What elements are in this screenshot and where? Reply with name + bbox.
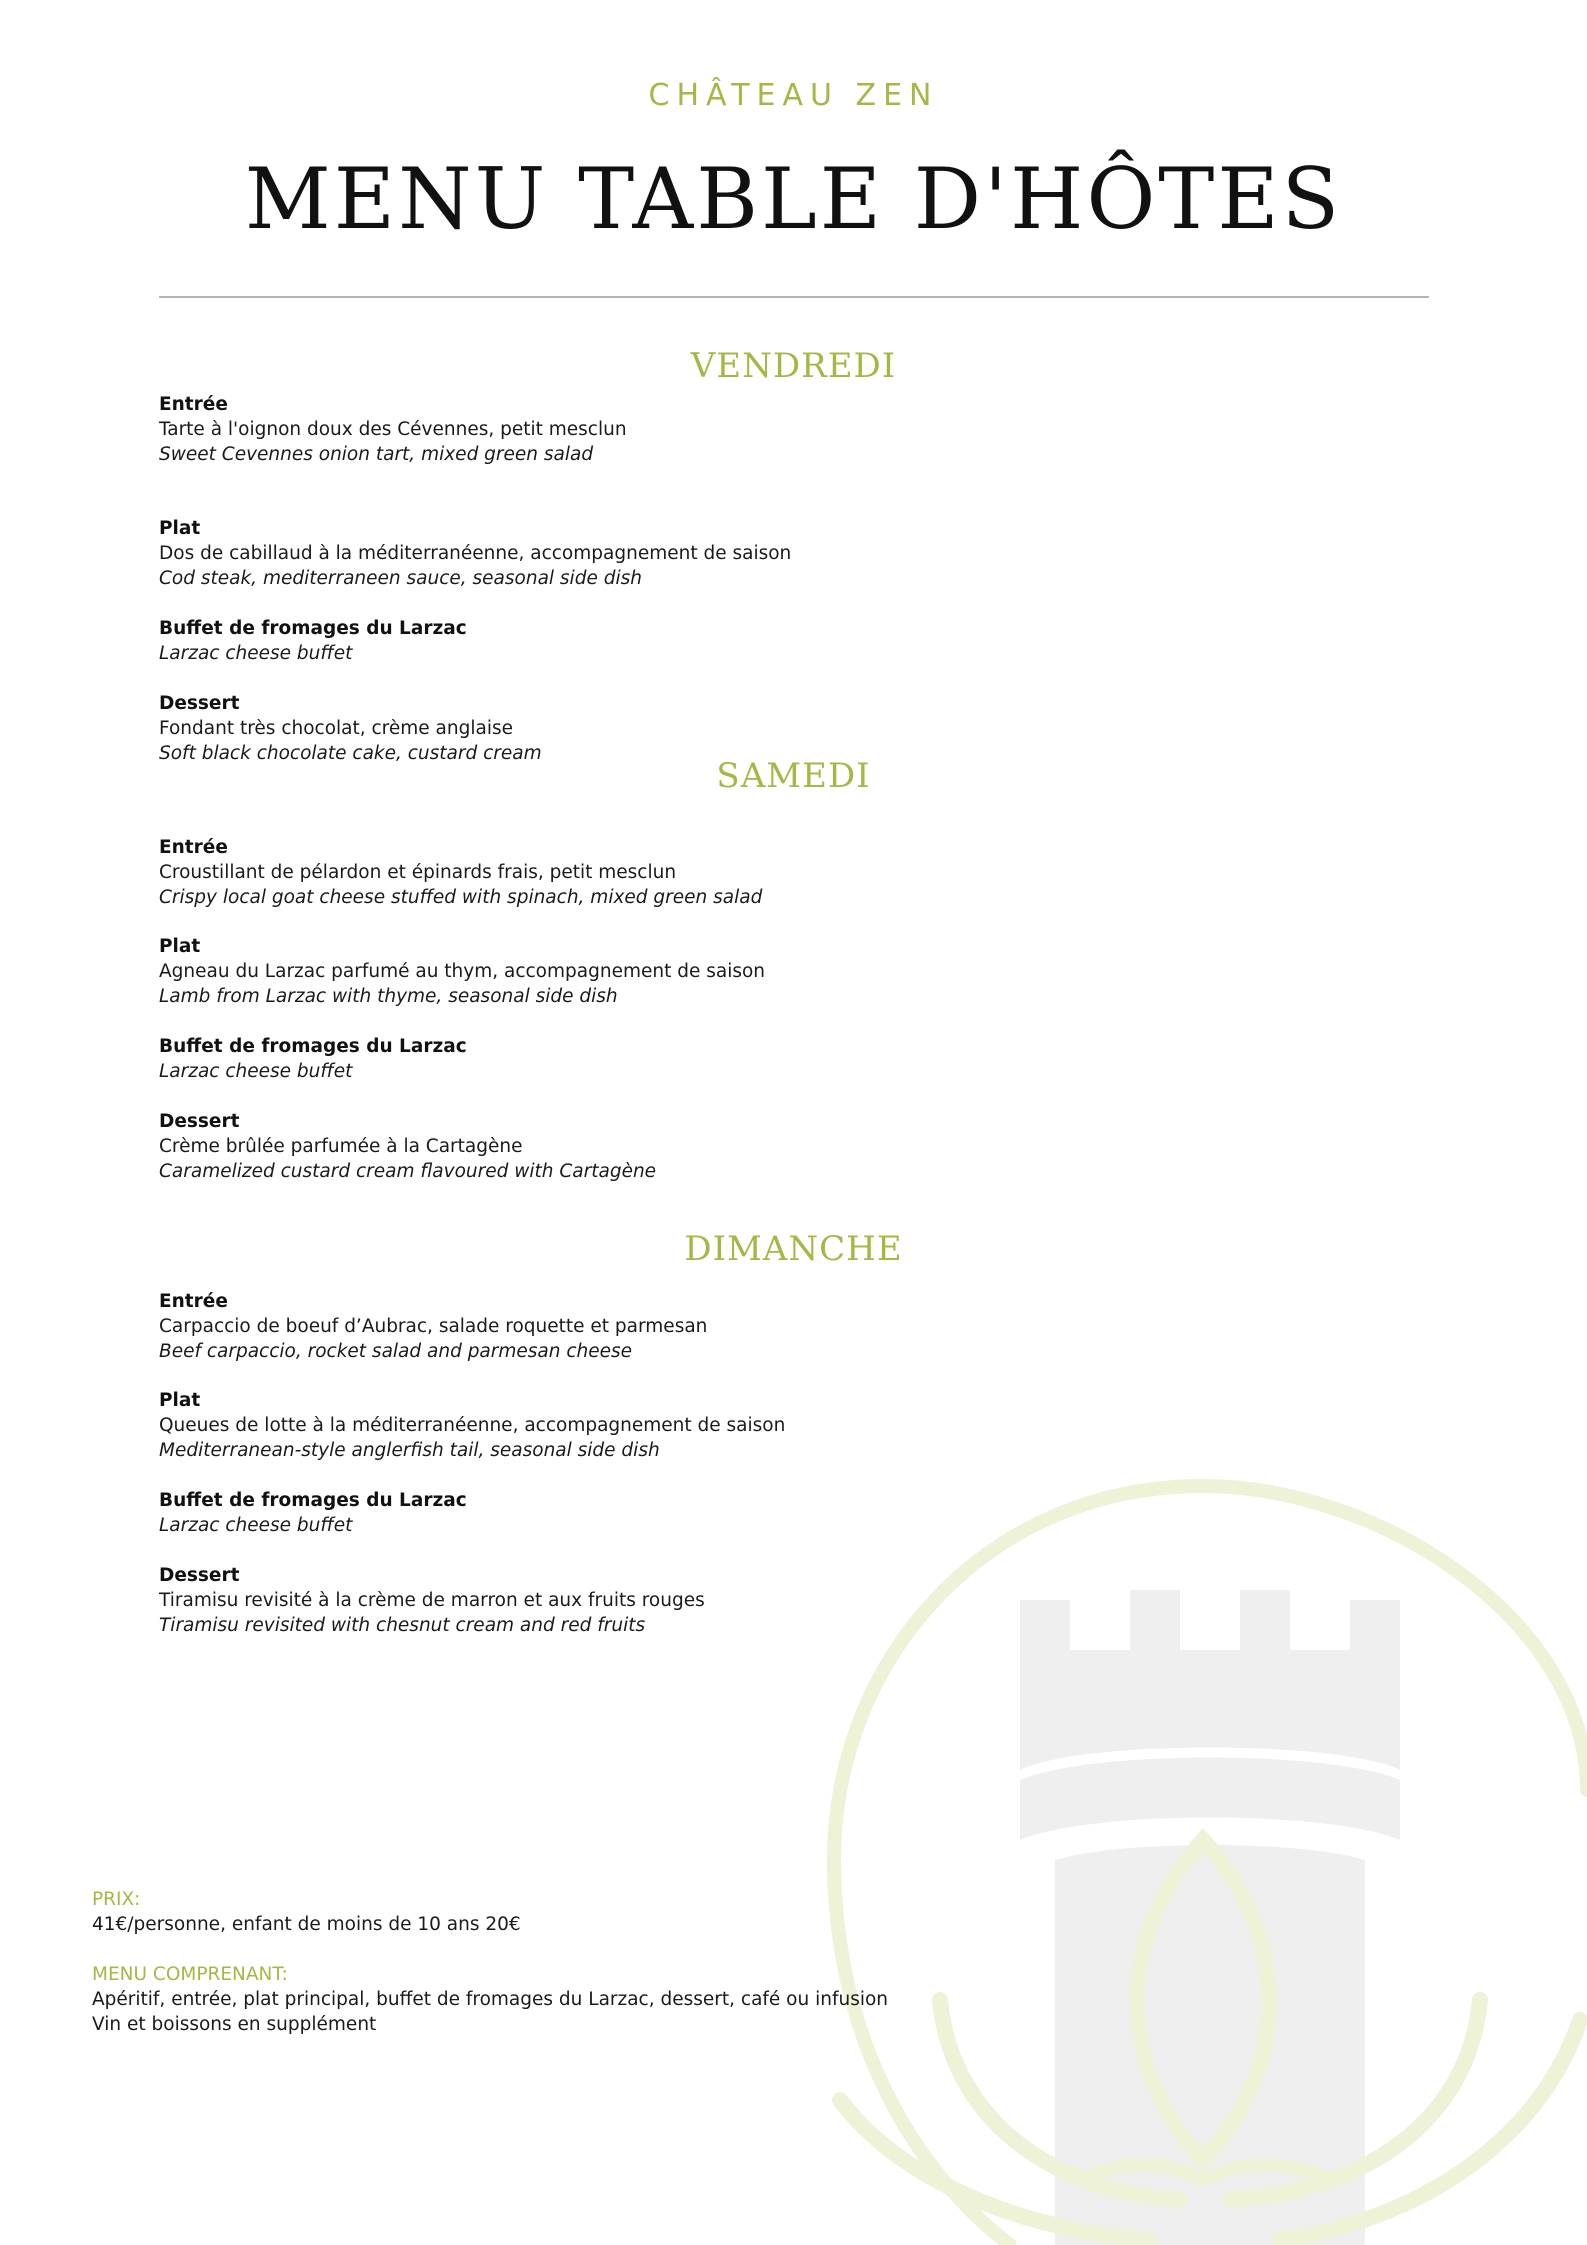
includes-label: MENU COMPRENANT: — [92, 1964, 288, 1985]
course-label: Plat — [159, 1390, 201, 1411]
dish-english: Tiramisu revisited with chesnut cream and red fruits — [159, 1615, 646, 1636]
page-title: MENU TABLE D'HÔTES — [244, 150, 1343, 248]
dish-english: Larzac cheese buffet — [159, 1061, 353, 1082]
dish-french: Fondant très chocolat, crème anglaise — [159, 718, 513, 739]
course-label: Dessert — [159, 1111, 240, 1132]
dish-english: Soft black chocolate cake, custard cream — [159, 743, 542, 764]
course-label: Buffet de fromages du Larzac — [159, 1490, 467, 1511]
course-label: Plat — [159, 518, 201, 539]
menu-item-samedi-dessert — [159, 1109, 1059, 1184]
day-heading-samedi: SAMEDI — [716, 756, 871, 796]
menu-item-samedi-fromages — [159, 1034, 1059, 1084]
course-label: Entrée — [159, 394, 228, 415]
dish-french: Dos de cabillaud à la méditerranéenne, accompagnement de saison — [159, 543, 792, 564]
course-label: Dessert — [159, 1565, 240, 1586]
course-label: Entrée — [159, 1291, 228, 1312]
course-label: Dessert — [159, 693, 240, 714]
dish-english: Lamb from Larzac with thyme, seasonal side dish — [159, 986, 618, 1007]
menu-item-dimanche-plat — [159, 1388, 1059, 1463]
menu-item-vendredi-entree — [159, 392, 1059, 467]
dish-french: Crème brûlée parfumée à la Cartagène — [159, 1136, 523, 1157]
dish-english: Crispy local goat cheese stuffed with spinach, mixed green salad — [159, 887, 763, 908]
dish-french: Carpaccio de boeuf d’Aubrac, salade roquette et parmesan — [159, 1316, 708, 1337]
day-heading-vendredi: VENDREDI — [690, 346, 897, 386]
includes-line-2: Vin et boissons en supplément — [92, 2014, 377, 2035]
menu-item-samedi-plat — [159, 934, 1059, 1009]
price-section — [92, 1887, 1092, 1937]
dish-english: Beef carpaccio, rocket salad and parmesan cheese — [159, 1341, 633, 1362]
includes-section — [92, 1962, 1092, 2037]
dish-french: Tarte à l'oignon doux des Cévennes, petit mesclun — [159, 419, 627, 440]
menu-item-vendredi-dessert — [159, 691, 1059, 766]
dish-french: Agneau du Larzac parfumé au thym, accompagnement de saison — [159, 961, 766, 982]
price-value: 41€/personne, enfant de moins de 10 ans 20€ — [92, 1914, 521, 1935]
menu-item-dimanche-fromages — [159, 1488, 1059, 1538]
menu-item-samedi-entree — [159, 835, 1059, 910]
menu-item-vendredi-fromages — [159, 616, 1059, 666]
dish-english: Mediterranean-style anglerfish tail, seasonal side dish — [159, 1440, 660, 1461]
dish-english: Caramelized custard cream flavoured with Cartagène — [159, 1161, 657, 1182]
price-label: PRIX: — [92, 1889, 141, 1910]
dish-english: Cod steak, mediterraneen sauce, seasonal side dish — [159, 568, 642, 589]
header-divider — [159, 296, 1429, 298]
dish-french: Tiramisu revisité à la crème de marron et aux fruits rouges — [159, 1590, 705, 1611]
menu-item-dimanche-entree — [159, 1289, 1059, 1364]
dish-french: Croustillant de pélardon et épinards frais, petit mesclun — [159, 862, 677, 883]
menu-item-dimanche-dessert — [159, 1563, 1059, 1638]
day-heading-dimanche: DIMANCHE — [684, 1229, 903, 1269]
course-label: Buffet de fromages du Larzac — [159, 1036, 467, 1057]
dish-english: Larzac cheese buffet — [159, 643, 353, 664]
course-label: Entrée — [159, 837, 228, 858]
includes-line-1: Apéritif, entrée, plat principal, buffet de fromages du Larzac, dessert, café ou infusion — [92, 1989, 889, 2010]
brand-name: CHÂTEAU ZEN — [648, 78, 939, 113]
menu-item-vendredi-plat — [159, 516, 1059, 591]
course-label: Buffet de fromages du Larzac — [159, 618, 467, 639]
dish-french: Queues de lotte à la méditerranéenne, accompagnement de saison — [159, 1415, 786, 1436]
dish-english: Larzac cheese buffet — [159, 1515, 353, 1536]
course-label: Plat — [159, 936, 201, 957]
dish-english: Sweet Cevennes onion tart, mixed green salad — [159, 444, 594, 465]
